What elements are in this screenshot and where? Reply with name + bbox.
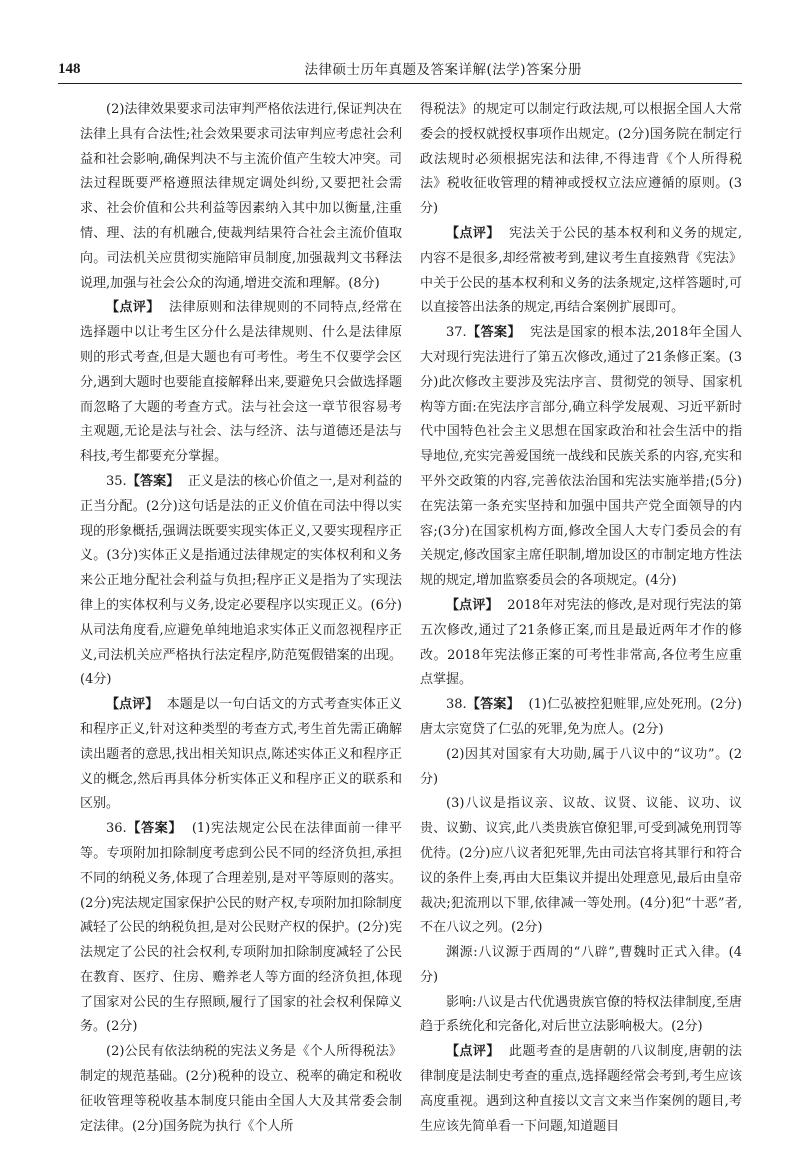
- answer-text: (1)宪法规定公民在法律面前一律平等。专项附加扣除制度考虑到公民不同的经济负担,承担不同的纳税义务,体现了合理差别,是对平等原则的落实。(2分)宪法规定国家保护公民的财产权,专项附加扣除制度减轻了公民的纳税负担,是对公民财产权的保护。(2分)宪法规定了公民的社会权利,专项附加扣除制度减轻了公民在教育、医疗、住房、赡养老人等方面的经济负担,体现了国家对公民的生存照顾,履行了国家的社会权利保障义务。(2分): [80, 821, 402, 1035]
- question-number: 38.: [446, 697, 467, 713]
- comment-label: 【点评】: [106, 300, 160, 316]
- answer-paragraph: [80, 470, 402, 693]
- comment-label: 【点评】: [446, 225, 500, 241]
- question-number: 36.: [106, 821, 127, 837]
- question-number: 35.: [106, 473, 127, 489]
- comment-paragraph: [420, 222, 742, 321]
- answer-text: 正义是法的核心价值之一,是对利益的正当分配。(2分)这句话是法的正义价值在司法中得以实现的形象概括,强调法既要实现实体正义,又要实现程序正义。(3分)实体正义是指通过法律规定的实体权利和义务来公正地分配社会利益与负担;程序正义是指为了实现法律上的实体权利与义务,设定必要程序以实现正义。(6分)从司法角度看,应避免单纯地追求实体正义而忽视程序正义,司法机关应严格执行法定程序,防范冤假错案的出现。(4分): [80, 473, 403, 688]
- comment-label: 【点评】: [446, 597, 499, 613]
- comment-label: 【点评】: [446, 1044, 500, 1060]
- comment-text: 本题是以一句白话文的方式考查实体正义和程序正义,针对这种类型的考查方式,考生首先需正确解读出题者的意思,找出相关知识点,陈述实体正义和程序正义的概念,然后再具体分析实体正义和程序正义的联系和区别。: [80, 697, 402, 812]
- paragraph: (3)八议是指议亲、议故、议贤、议能、议功、议贵、议勤、议宾,此八类贵族官僚犯罪,可受到减免刑罚等优待。(2分)应八议者犯死罪,先由司法官将其罪行和符合议的条件上奏,再由大臣集议并提出处理意见,最后由皇帝裁决;犯流刑以下罪,依律减一等处刑。(4分)犯“十恶”者,不在八议之列。(2分): [420, 796, 742, 936]
- comment-text: 2018年对宪法的修改,是对现行宪法的第五次修改,通过了21条修正案,而且是最近两年才作的修改。2018年宪法修正案的可考性非常高,各位考生应重点掌握。: [420, 597, 742, 688]
- page-header: [58, 50, 742, 84]
- comment-text: 法律原则和法律规则的不同特点,经常在选择题中以让考生区分什么是法律规则、什么是法律原则的形式考查,但是大题也有可考性。考生不仅要学会区分,遇到大题时也要能直接解释出来,要避免只会做选择题而忽略了大题的考查方式。法与社会这一章节很容易考主观题,无论是法与社会、法与经济、法与道德还是法与科技,考生都要充分掌握。: [80, 300, 402, 465]
- comment-paragraph: [420, 1040, 742, 1139]
- answer-label: 【答案】: [466, 325, 521, 341]
- answer-paragraph: [80, 817, 402, 1040]
- answer-text: 宪法是国家的根本法,2018年全国人大对现行宪法进行了第五次修改,通过了21条修正案。(3分)此次修改主要涉及宪法序言、贯彻党的领导、国家机构等方面:在宪法序言部分,确立科学发展观、习近平新时代中国特色社会主义思想在国家政治和社会生活中的指导地位,充实完善爱国统一战线和民族关系的内容,充实和平外交政策的内容,完善依法治国和宪法实施举措;(5分)在宪法第一条充实坚持和加强中国共产党全面领导的内容;(3分)在国家机构方面,修改全国人大专门委员会的有关规定,修改国家主席任职制,增加设区的市制定地方性法规的规定,增加监察委员会的各项规定。(4分): [420, 325, 742, 589]
- answer-paragraph: [420, 693, 742, 743]
- paragraph: (2)因其对国家有大功勋,属于八议中的“议功”。(2分): [420, 746, 742, 787]
- answer-paragraph: [420, 321, 742, 594]
- answer-text: (1)仁弘被控犯赃罪,应处死刑。(2分)唐太宗宽贷了仁弘的死罪,免为庶人。(2分): [420, 697, 742, 737]
- answer-label: 【答案】: [126, 473, 180, 489]
- comment-text: 宪法关于公民的基本权利和义务的规定,内容不是很多,却经常被考到,建议考生直接熟背《宪法》中关于公民的基本权利和义务的法条规定,这样答题时,可以直接答出法条的规定,再结合案例扩展即可。: [420, 225, 742, 316]
- comment-text: 此题考查的是唐朝的八议制度,唐朝的法律制度是法制史考查的重点,选择题经常会考到,考生应该高度重视。遇到这种直接以文言文来当作案例的题目,考生应该先简单看一下问题,知道题目: [420, 1044, 742, 1134]
- paragraph: (2)公民有依法纳税的宪法义务是《个人所得税法》制定的规范基础。(2分)税种的设立、税率的确定和税收征收管理等税收基本制度只能由全国人大及其常委会制定法律。(2分)国务院为执行《个人所: [80, 1044, 402, 1134]
- answer-label: 【答案】: [126, 821, 183, 837]
- page-number: 148: [58, 61, 81, 77]
- right-column: [420, 98, 742, 1139]
- comment-label: 【点评】: [106, 697, 159, 713]
- paragraph: 渊源:八议源于西周的“八辟”,曹魏时正式入律。(4分): [420, 945, 742, 985]
- paragraph: (2)法律效果要求司法审判严格依法进行,保证判决在法律上具有合法性;社会效果要求司法审判应考虑社会利益和社会影响,确保判决不与主流价值产生较大冲突。司法过程既要严格遵照法律规定调处纠纷,又要把社会需求、社会价值和公共利益等因素纳入其中加以衡量,注重情、理、法的有机融合,使裁判结果符合社会主流价值取向。司法机关应贯彻实施陪审员制度,加强裁判文书释法说理,加强与社会公众的沟通,增进交流和理解。(8分): [80, 102, 402, 291]
- comment-paragraph: [80, 296, 402, 470]
- continued-paragraph: 得税法》的规定可以制定行政法规,可以根据全国人大常委会的授权就授权事项作出规定。(2分)国务院在制定行政法规时必须根据宪法和法律,不得违背《个人所得税法》税收征收管理的精神或授权立法应遵循的原则。(3分): [420, 102, 742, 217]
- question-number: 37.: [446, 325, 467, 341]
- comment-paragraph: [420, 594, 742, 693]
- left-column: [80, 98, 402, 1139]
- answer-label: 【答案】: [466, 697, 520, 713]
- comment-paragraph: [80, 693, 402, 817]
- book-title: 法律硕士历年真题及答案详解(法学)答案分册: [304, 62, 582, 78]
- paragraph: 影响:八议是古代优遇贵族官僚的特权法律制度,至唐趋于系统化和完备化,对后世立法影响极大。(2分): [420, 994, 742, 1035]
